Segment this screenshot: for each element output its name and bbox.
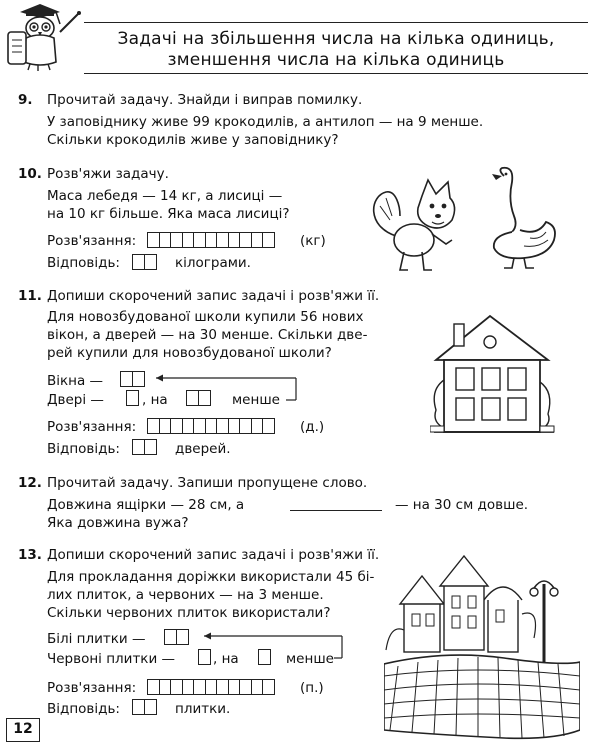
task11-solution-unit: (д.) bbox=[300, 419, 325, 435]
task11-comparison-arrow bbox=[146, 370, 306, 404]
task9-text-line2: Скільки крокодилів живе у заповіднику? bbox=[47, 132, 339, 148]
task13-solution-boxes[interactable] bbox=[147, 679, 275, 695]
page-title-line2: зменшення числа на кілька одиниць bbox=[167, 50, 505, 70]
header-rule-bottom bbox=[84, 73, 588, 74]
task13-number: 13. bbox=[18, 547, 42, 563]
task10-instruction: Розв'яжи задачу. bbox=[47, 166, 169, 182]
task13-answer-boxes[interactable] bbox=[132, 699, 157, 715]
task10-number: 10. bbox=[18, 166, 42, 182]
task11-row2-middle: , на bbox=[142, 392, 168, 408]
task13-answer-unit: плитки. bbox=[175, 701, 231, 717]
task13-text-line2: лих плиток, а червоних — на 3 менше. bbox=[47, 587, 324, 603]
task10-answer-boxes[interactable] bbox=[132, 254, 157, 270]
task13-row2-label: Червоні плитки — bbox=[47, 651, 176, 667]
town-path-illustration bbox=[384, 554, 580, 744]
task11-row2-word: менше bbox=[232, 392, 280, 408]
task12-number: 12. bbox=[18, 475, 42, 491]
task10-solution-label: Розв'язання: bbox=[47, 233, 137, 249]
task13-comparison-arrow bbox=[190, 628, 350, 662]
task11-number: 11. bbox=[18, 288, 42, 304]
task11-solution-boxes[interactable] bbox=[147, 418, 275, 434]
page-title-line1: Задачі на збільшення числа на кілька одиниць, bbox=[117, 29, 555, 49]
task12-text-line1-end: — на 30 см довше. bbox=[395, 497, 529, 513]
task13-solution-label: Розв'язання: bbox=[47, 680, 137, 696]
task12-missing-word-blank[interactable] bbox=[290, 496, 382, 511]
fox-illustration bbox=[366, 176, 476, 276]
task12-text-line2: Яка довжина вужа? bbox=[47, 515, 189, 531]
task11-instruction: Допиши скорочений запис задачі і розв'яжи її. bbox=[47, 288, 380, 304]
task11-row1-boxes[interactable] bbox=[120, 371, 145, 387]
task11-text-line3: рей купили для новозбудованої школи? bbox=[47, 345, 332, 361]
task13-row1-label: Білі плитки — bbox=[47, 631, 146, 647]
task10-solution-boxes[interactable] bbox=[147, 232, 275, 248]
task11-row1-label: Вікна — bbox=[47, 373, 104, 389]
task13-row2-middle: , на bbox=[213, 651, 239, 667]
task11-text-line1: Для новозбудованої школи купили 56 нових bbox=[47, 309, 364, 325]
task11-answer-label: Відповідь: bbox=[47, 441, 120, 457]
task10-solution-unit: (кг) bbox=[300, 233, 326, 249]
task10-text-line1: Маса лебедя — 14 кг, а лисиці — bbox=[47, 188, 283, 204]
task9-number: 9. bbox=[18, 92, 33, 108]
task9-instruction: Прочитай задачу. Знайди і виправ помилку. bbox=[47, 92, 363, 108]
task13-text-line3: Скільки червоних плиток використали? bbox=[47, 605, 331, 621]
task12-text-line1-start: Довжина ящірки — 28 см, а bbox=[47, 497, 245, 513]
task9-text-line1: У заповіднику живе 99 крокодилів, а антилоп — на 9 менше. bbox=[47, 114, 484, 130]
task13-row2-word: менше bbox=[286, 651, 334, 667]
header-rule-top bbox=[84, 22, 588, 23]
swan-illustration bbox=[484, 166, 564, 270]
task11-row2-box1[interactable] bbox=[126, 390, 139, 406]
task10-answer-label: Відповідь: bbox=[47, 255, 120, 271]
school-building-illustration bbox=[430, 310, 560, 440]
task10-answer-unit: кілограми. bbox=[175, 255, 251, 271]
task13-solution-unit: (п.) bbox=[300, 680, 324, 696]
task13-instruction: Допиши скорочений запис задачі і розв'яжи її. bbox=[47, 547, 380, 563]
task11-row2-label: Двері — bbox=[47, 392, 104, 408]
task11-answer-unit: дверей. bbox=[175, 441, 231, 457]
task13-text-line1: Для прокладання доріжки використали 45 бі- bbox=[47, 569, 375, 585]
page-number: 12 bbox=[6, 718, 40, 742]
task11-text-line2: вікон, а дверей — на 30 менше. Скільки две- bbox=[47, 327, 368, 343]
task10-text-line2: на 10 кг більше. Яка маса лисиці? bbox=[47, 206, 290, 222]
scholar-owl-illustration bbox=[4, 2, 84, 72]
task13-row1-boxes[interactable] bbox=[164, 629, 189, 645]
task12-instruction: Прочитай задачу. Запиши пропущене слово. bbox=[47, 475, 368, 491]
task11-solution-label: Розв'язання: bbox=[47, 419, 137, 435]
task13-answer-label: Відповідь: bbox=[47, 701, 120, 717]
task11-answer-boxes[interactable] bbox=[132, 439, 157, 455]
